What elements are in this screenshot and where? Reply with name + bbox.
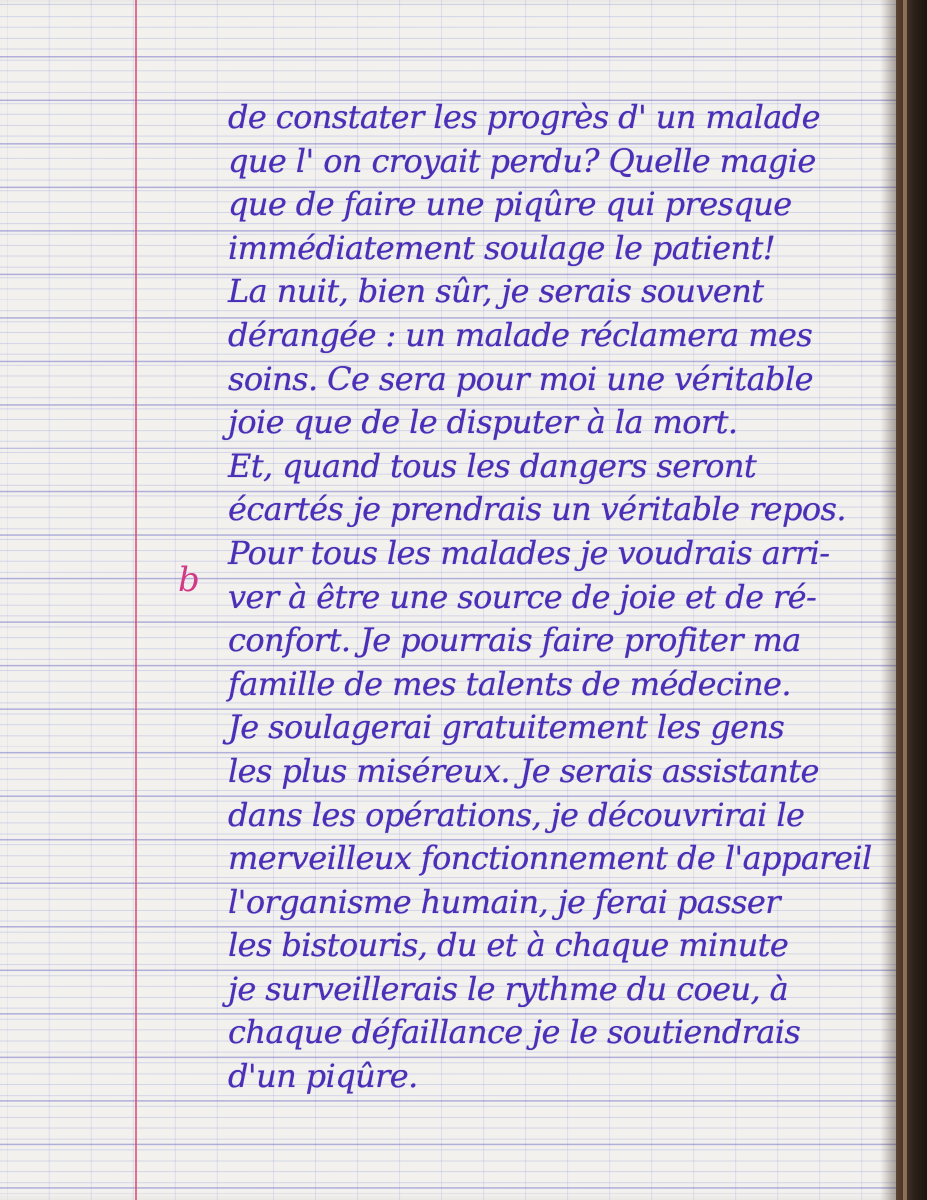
page-edge-shadow (880, 0, 896, 1200)
text-line: l'organisme humain, je ferai passer (228, 882, 780, 921)
text-line: écartés je prendrais un véritable repos. (228, 490, 846, 529)
text-line: confort. Je pourrais faire profiter ma (228, 621, 801, 660)
text-line: La nuit, bien sûr, je serais souvent (228, 272, 764, 311)
text-line: les plus miséreux. Je serais assistante (228, 751, 819, 790)
text-line: joie que de le disputer à la mort. (228, 403, 738, 442)
text-line: dans les opérations, je découvrirai le (228, 795, 805, 834)
text-line: famille de mes talents de médecine. (228, 664, 791, 703)
text-line: chaque défaillance je le soutiendrais (228, 1013, 801, 1052)
text-line: Et, quand tous les dangers seront (228, 446, 757, 485)
text-line: Je soulagerai gratuitement les gens (228, 708, 785, 747)
margin-note: b (178, 560, 200, 600)
text-line: d'un piqûre. (228, 1057, 418, 1096)
binding-stripe (903, 0, 907, 1200)
text-line: soins. Ce sera pour moi une véritable (228, 359, 813, 398)
text-line: dérangée : un malade réclamera mes (228, 315, 813, 354)
text-line: que l' on croyait perdu? Quelle magie (228, 141, 816, 180)
notebook-binding (896, 0, 927, 1200)
text-line: les bistouris, du et à chaque minute (228, 926, 789, 965)
text-line: ver à être une source de joie et de ré- (228, 577, 817, 616)
text-line: je surveillerais le rythme du coeu, à (228, 969, 789, 1008)
text-line: que de faire une piqûre qui presque (228, 185, 792, 224)
text-line: de constater les progrès d' un malade (228, 98, 820, 136)
text-line: merveilleux fonctionnement de l'appareil (228, 839, 872, 878)
handwritten-text (228, 96, 896, 1099)
text-line: immédiatement soulage le patient! (228, 228, 776, 267)
margin-rule (135, 0, 137, 1200)
text-line: Pour tous les malades je voudrais arri- (228, 533, 830, 572)
